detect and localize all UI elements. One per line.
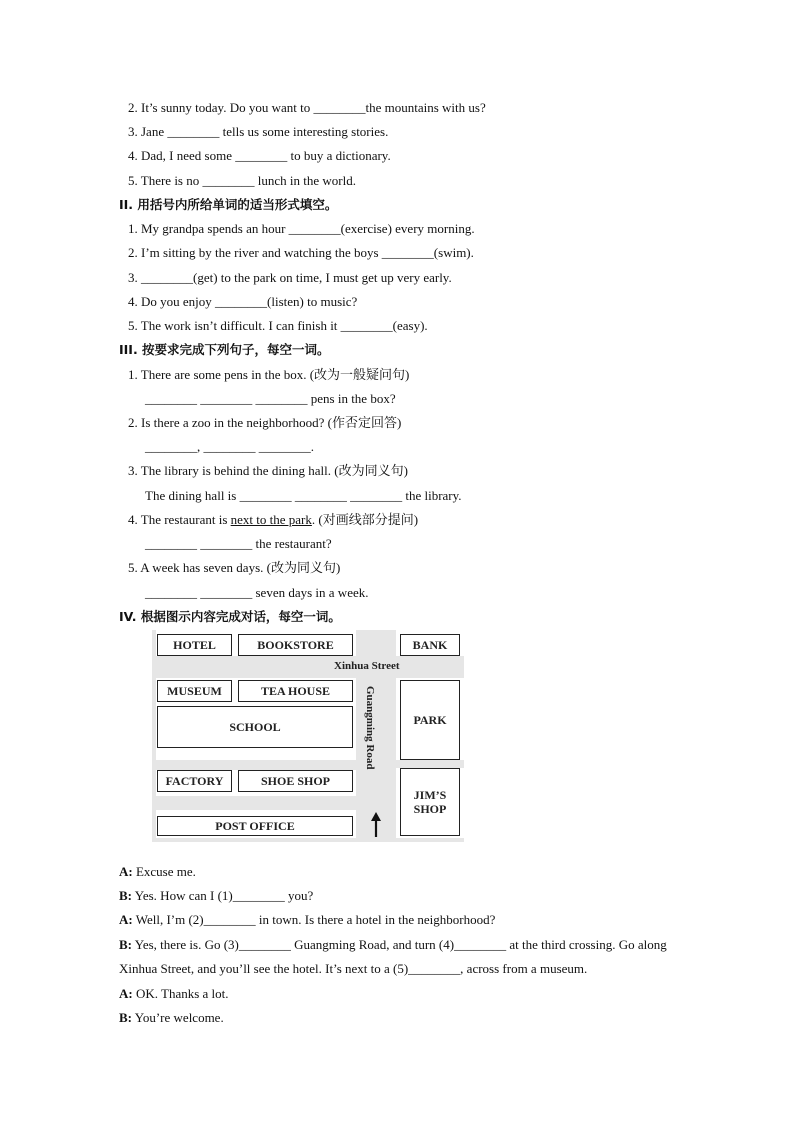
dialogue-line — [119, 912, 495, 928]
exercise-item — [128, 512, 418, 528]
side-street — [152, 760, 356, 770]
tea-house-block: TEA HOUSE — [238, 680, 353, 702]
dialogue-line — [119, 1010, 224, 1026]
xinhua-street-road — [152, 656, 464, 678]
dialogue-line — [119, 888, 313, 904]
exercise-item: 5. The work isn’t difficult. I can finish it ________(easy). — [128, 318, 428, 333]
exercise-item: 3. ________(get) to the park on time, I must get up very early. — [128, 270, 452, 285]
exercise-item: 1. My grandpa spends an hour ________(exercise) every morning. — [128, 221, 475, 236]
answer-line: ________ ________ ________ pens in the box? — [145, 391, 396, 406]
dialogue-text: You’re welcome. — [132, 1010, 224, 1025]
jims-shop-label: JIM’S — [413, 788, 447, 802]
speaker-label: A: — [119, 864, 133, 879]
side-street — [152, 796, 356, 810]
guangming-road-label: Guangming Road — [364, 686, 376, 770]
answer-line: ________ ________ the restaurant? — [145, 536, 332, 551]
bookstore-block: BOOKSTORE — [238, 634, 353, 656]
exercise-item: 5. A week has seven days. (改为同义句) — [128, 560, 341, 575]
map-edge — [152, 630, 156, 842]
shoe-shop-block: SHOE SHOP — [238, 770, 353, 792]
dialogue-text: OK. Thanks a lot. — [132, 986, 229, 1001]
park-block: PARK — [400, 680, 460, 760]
speaker-label: B: — [119, 1010, 132, 1025]
dialogue-text: Yes. How can I (1)________ you? — [132, 888, 314, 903]
speaker-label: B: — [119, 888, 132, 903]
answer-line: The dining hall is ________ ________ ________ the library. — [145, 488, 462, 503]
jims-shop-label: SHOP — [413, 802, 447, 816]
exercise-item: 2. It’s sunny today. Do you want to ________the mountains with us? — [128, 100, 486, 115]
answer-line: ________ ________ seven days in a week. — [145, 585, 369, 600]
exercise-item: 4. Do you enjoy ________(listen) to music? — [128, 294, 358, 309]
dialogue-text: Excuse me. — [132, 864, 196, 879]
dialogue-line — [119, 986, 229, 1002]
dialogue-line — [119, 961, 587, 977]
hotel-block: HOTEL — [157, 634, 232, 656]
school-block: SCHOOL — [157, 706, 353, 748]
side-street — [396, 760, 464, 768]
exercise-item: 4. Dad, I need some ________ to buy a dictionary. — [128, 148, 391, 163]
speaker-label: A: — [119, 912, 133, 927]
jims-shop-block — [400, 768, 460, 836]
exercise-item: 1. There are some pens in the box. (改为一般疑问句) — [128, 367, 410, 382]
museum-block: MUSEUM — [157, 680, 232, 702]
answer-line: ________, ________ ________. — [145, 439, 314, 454]
section-heading: IV. 根据图示内容完成对话，每空一词。 — [119, 609, 341, 624]
xinhua-street-label: Xinhua Street — [334, 660, 400, 672]
exercise-item: 2. I’m sitting by the river and watching the boys ________(swim). — [128, 245, 474, 260]
dialogue-line — [119, 937, 667, 953]
post-office-block: POST OFFICE — [157, 816, 353, 836]
exercise-item: 5. There is no ________ lunch in the world. — [128, 173, 356, 188]
factory-block: FACTORY — [157, 770, 232, 792]
map-edge — [152, 838, 464, 842]
exercise-item: 2. Is there a zoo in the neighborhood? (作否定回答) — [128, 415, 402, 430]
dialogue-text: Well, I’m (2)________ in town. Is there a hotel in the neighborhood? — [132, 912, 496, 927]
dialogue-text: Yes, there is. Go (3)________ Guangming Road, and turn (4)________ at the third crossing. Go along — [132, 937, 667, 952]
bank-block: BANK — [400, 634, 460, 656]
dialogue-line — [119, 864, 196, 880]
dialogue-text: Xinhua Street, and you’ll see the hotel. It’s next to a (5)________, across from a museum. — [119, 961, 588, 976]
exercise-item: 3. Jane ________ tells us some interesting stories. — [128, 124, 389, 139]
underlined-phrase: next to the park — [230, 512, 312, 527]
section-heading: II. 用括号内所给单词的适当形式填空。 — [119, 197, 338, 212]
street-map — [152, 630, 464, 842]
north-arrow-icon — [368, 812, 384, 838]
exercise-item: 3. The library is behind the dining hall. (改为同义句) — [128, 463, 408, 478]
item-text: 4. The restaurant is — [128, 512, 231, 527]
speaker-label: B: — [119, 937, 132, 952]
section-heading: III. 按要求完成下列句子，每空一词。 — [119, 342, 330, 357]
item-text: . (对画线部分提问) — [311, 512, 419, 527]
speaker-label: A: — [119, 986, 133, 1001]
